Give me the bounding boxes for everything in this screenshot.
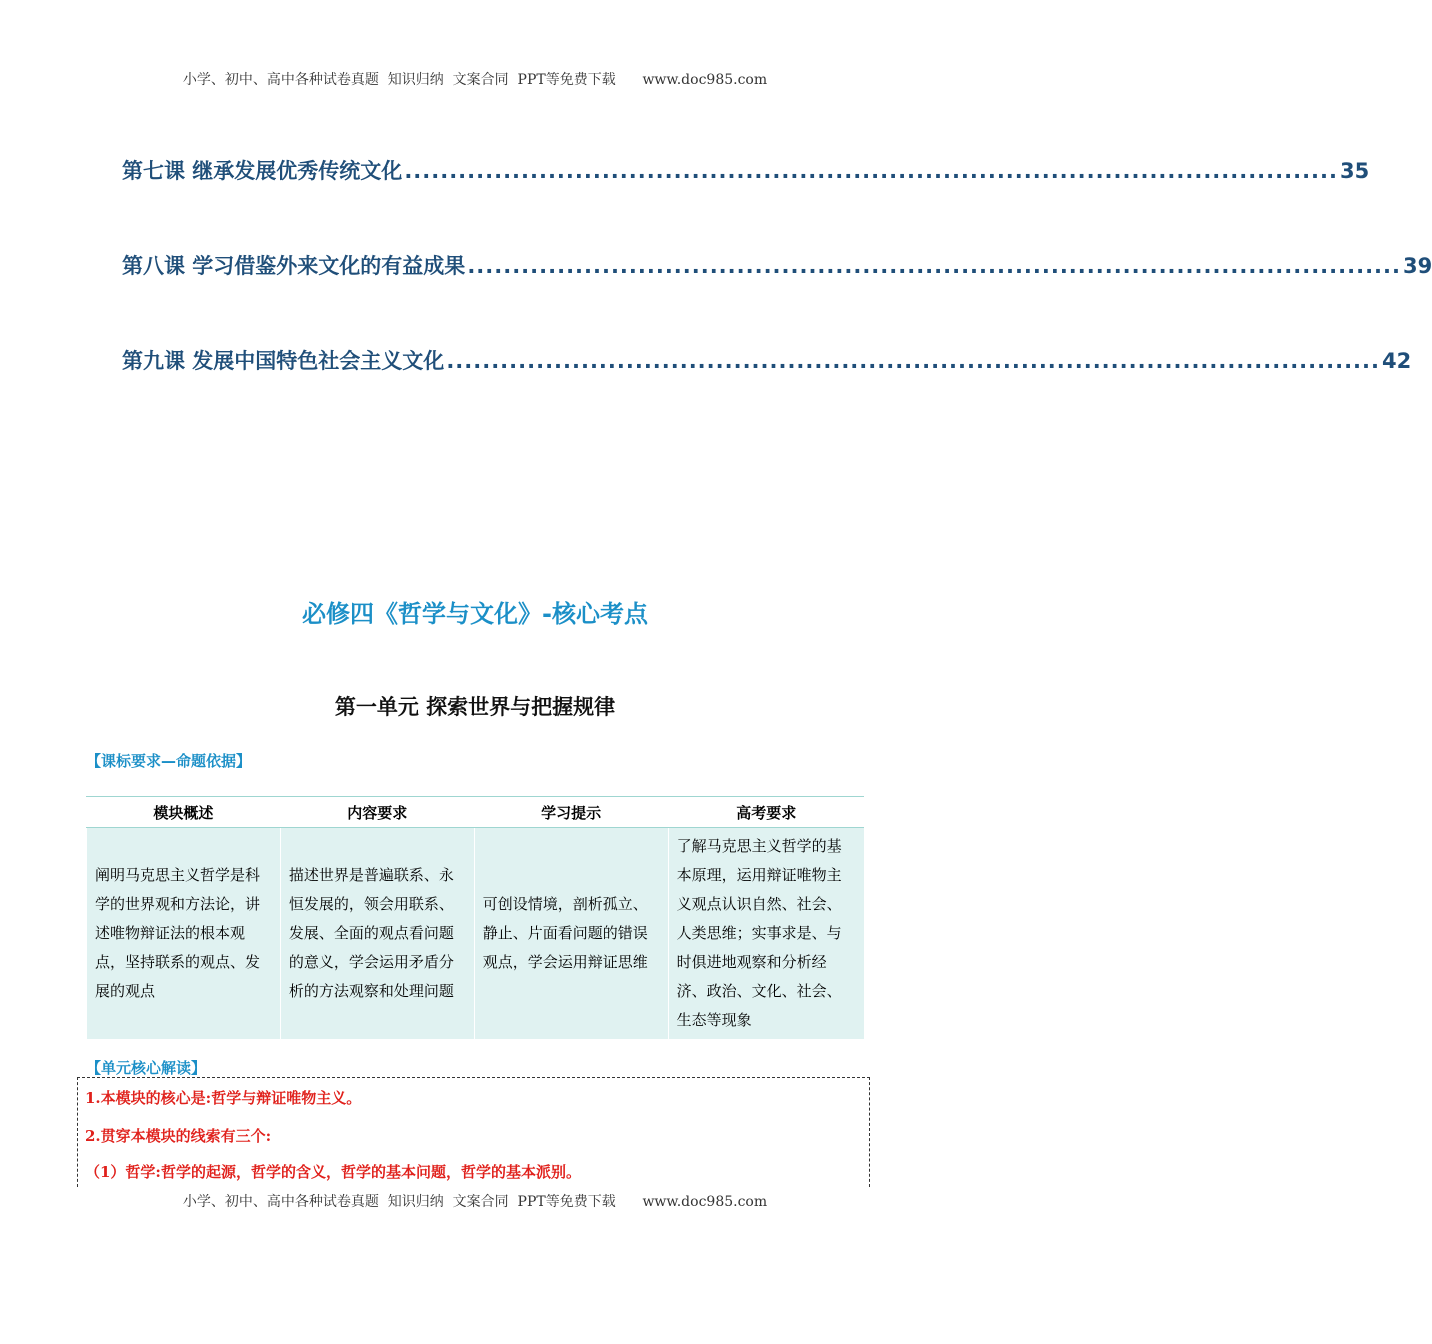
table-cell: 描述世界是普遍联系、永恒发展的，领会用联系、发展、全面的观点看问题的意义，学会运用矛盾分析的方法观察和处理问题 (280, 828, 474, 1040)
toc-leader-dots: ........................................................................................................ (404, 159, 1338, 183)
requirements-label: 【课标要求—命题依据】 (86, 752, 252, 770)
toc-page-number: 35 (1339, 159, 1370, 183)
table-header-row (87, 797, 865, 828)
unit-title: 第一单元 探索世界与把握规律 (334, 695, 616, 719)
core-line: 2.贯穿本模块的线索有三个: (85, 1127, 272, 1145)
page-header: 小学、初中、高中各种试卷真题 知识归纳 文案合同 PPT等免费下载 www.doc985.com (182, 72, 768, 88)
core-line: 1.本模块的核心是:哲学与辩证唯物主义。 (85, 1089, 362, 1107)
toc-entry-title: 第七课 继承发展优秀传统文化 (122, 159, 403, 183)
core-line: （1）哲学:哲学的起源，哲学的含义，哲学的基本问题，哲学的基本派别。 (85, 1163, 581, 1181)
toc-entry-title: 第九课 发展中国特色社会主义文化 (122, 349, 445, 373)
page-footer: 小学、初中、高中各种试卷真题 知识归纳 文案合同 PPT等免费下载 www.doc985.com (182, 1194, 768, 1210)
table-cell: 可创设情境，剖析孤立、静止、片面看问题的错误观点，学会运用辩证思维 (474, 828, 668, 1040)
toc-leader-dots: ........................................................................................................ (446, 349, 1380, 373)
toc-entry[interactable] (122, 155, 1370, 187)
toc-leader-dots: ........................................................................................................ (467, 254, 1401, 278)
toc-page-number: 42 (1381, 349, 1412, 373)
column-header: 内容要求 (280, 797, 474, 828)
column-header: 学习提示 (474, 797, 668, 828)
main-title: 必修四《哲学与文化》-核心考点 (302, 600, 648, 628)
column-header: 高考要求 (668, 797, 864, 828)
toc-page-number: 39 (1402, 254, 1432, 278)
core-reading-box (77, 1077, 870, 1187)
requirements-table (86, 796, 864, 1039)
toc-entry[interactable] (122, 250, 1432, 282)
table-cell: 了解马克思主义哲学的基本原理，运用辩证唯物主义观点认识自然、社会、人类思维；实事求是、与时俱进地观察和分析经济、政治、文化、社会、生态等现象 (668, 828, 864, 1040)
toc-entry-title: 第八课 学习借鉴外来文化的有益成果 (122, 254, 466, 278)
core-reading-label: 【单元核心解读】 (86, 1059, 207, 1077)
table-cell: 阐明马克思主义哲学是科学的世界观和方法论，讲述唯物辩证法的根本观点，坚持联系的观点、发展的观点 (87, 828, 281, 1040)
table-row (87, 828, 865, 1040)
toc-entry[interactable] (122, 345, 1412, 377)
column-header: 模块概述 (87, 797, 281, 828)
